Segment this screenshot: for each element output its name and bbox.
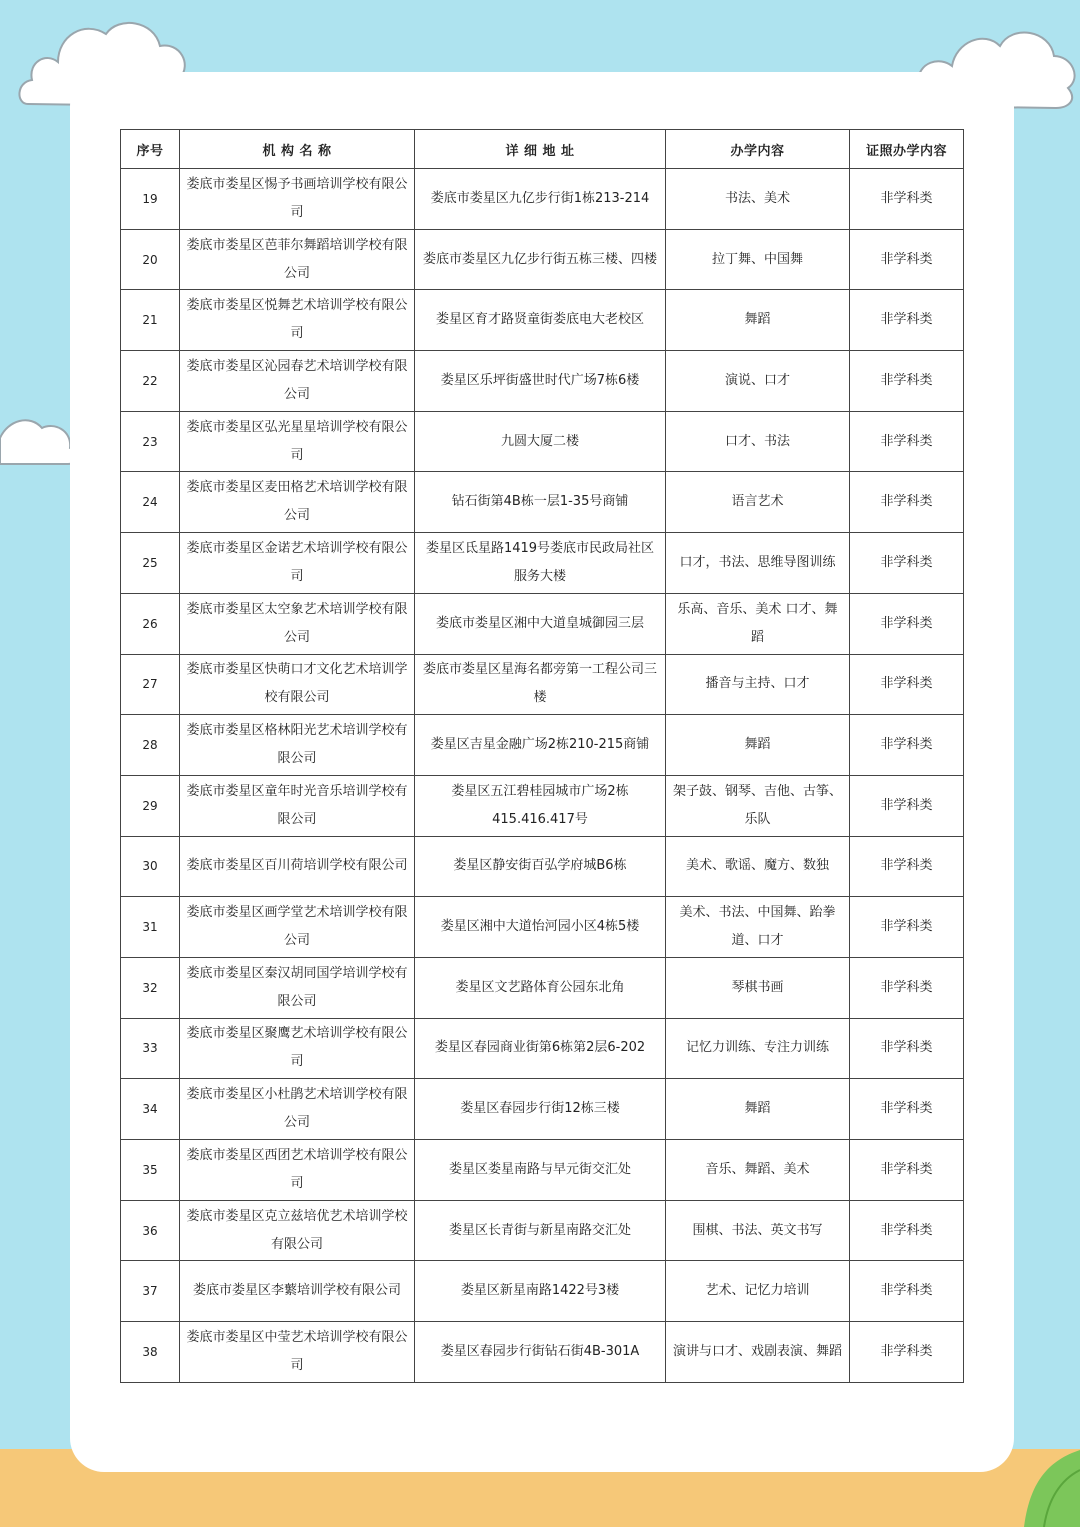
cell-content: 舞蹈 xyxy=(666,290,850,351)
cell-name: 娄底市娄星区惕予书画培训学校有限公司 xyxy=(180,169,415,230)
cell-content: 舞蹈 xyxy=(666,715,850,776)
cell-name: 娄底市娄星区聚鹰艺术培训学校有限公司 xyxy=(180,1018,415,1079)
table-row xyxy=(121,957,964,1018)
cell-index: 28 xyxy=(121,715,180,776)
cell-index: 24 xyxy=(121,472,180,533)
cell-index: 27 xyxy=(121,654,180,715)
cell-content: 书法、美术 xyxy=(666,169,850,230)
cell-index: 36 xyxy=(121,1200,180,1261)
cell-address: 娄底市娄星区星海名都旁第一工程公司三楼 xyxy=(415,654,666,715)
header-index: 序号 xyxy=(121,130,180,169)
cell-index: 25 xyxy=(121,533,180,594)
cell-license: 非学科类 xyxy=(850,957,964,1018)
cell-content: 播音与主持、口才 xyxy=(666,654,850,715)
leaf-icon xyxy=(1000,1440,1080,1527)
table-row xyxy=(121,1018,964,1079)
header-address: 详 细 地 址 xyxy=(415,130,666,169)
cell-index: 23 xyxy=(121,411,180,472)
cell-index: 34 xyxy=(121,1079,180,1140)
cell-content: 口才，书法、思维导图训练 xyxy=(666,533,850,594)
cell-name: 娄底市娄星区快萌口才文化艺术培训学校有限公司 xyxy=(180,654,415,715)
cell-address: 娄星区长青街与新星南路交汇处 xyxy=(415,1200,666,1261)
cell-name: 娄底市娄星区克立兹培优艺术培训学校有限公司 xyxy=(180,1200,415,1261)
cell-address: 娄星区娄星南路与早元街交汇处 xyxy=(415,1140,666,1201)
cell-content: 语言艺术 xyxy=(666,472,850,533)
cell-license: 非学科类 xyxy=(850,1200,964,1261)
cell-content: 琴棋书画 xyxy=(666,957,850,1018)
cell-name: 娄底市娄星区金诺艺术培训学校有限公司 xyxy=(180,533,415,594)
cell-content: 演说、口才 xyxy=(666,351,850,412)
cell-index: 26 xyxy=(121,593,180,654)
cell-license: 非学科类 xyxy=(850,472,964,533)
cell-license: 非学科类 xyxy=(850,897,964,958)
cell-license: 非学科类 xyxy=(850,593,964,654)
cell-license: 非学科类 xyxy=(850,836,964,897)
table-row xyxy=(121,715,964,776)
cell-name: 娄底市娄星区格林阳光艺术培训学校有限公司 xyxy=(180,715,415,776)
cell-address: 娄星区氐星路1419号娄底市民政局社区服务大楼 xyxy=(415,533,666,594)
header-content: 办学内容 xyxy=(666,130,850,169)
table-row xyxy=(121,1079,964,1140)
table-row xyxy=(121,351,964,412)
cell-index: 31 xyxy=(121,897,180,958)
cell-content: 口才、书法 xyxy=(666,411,850,472)
cell-name: 娄底市娄星区小杜鹃艺术培训学校有限公司 xyxy=(180,1079,415,1140)
table-row xyxy=(121,169,964,230)
cell-address: 娄星区春园步行街12栋三楼 xyxy=(415,1079,666,1140)
cell-content: 音乐、舞蹈、美术 xyxy=(666,1140,850,1201)
table-row xyxy=(121,1261,964,1322)
cell-index: 29 xyxy=(121,775,180,836)
cell-name: 娄底市娄星区秦汉胡同国学培训学校有限公司 xyxy=(180,957,415,1018)
table-row xyxy=(121,775,964,836)
table-row xyxy=(121,472,964,533)
cell-address: 娄星区乐坪街盛世时代广场7栋6楼 xyxy=(415,351,666,412)
cell-index: 37 xyxy=(121,1261,180,1322)
table-header-row xyxy=(121,130,964,169)
cell-content: 乐高、音乐、美术 口才、舞蹈 xyxy=(666,593,850,654)
cell-index: 22 xyxy=(121,351,180,412)
cell-license: 非学科类 xyxy=(850,1079,964,1140)
cell-content: 演讲与口才、戏剧表演、舞蹈 xyxy=(666,1322,850,1383)
cell-license: 非学科类 xyxy=(850,290,964,351)
cell-address: 九圆大厦二楼 xyxy=(415,411,666,472)
cell-name: 娄底市娄星区太空象艺术培训学校有限公司 xyxy=(180,593,415,654)
cell-license: 非学科类 xyxy=(850,1261,964,1322)
cell-address: 娄底市娄星区九亿步行街1栋213-214 xyxy=(415,169,666,230)
table-row xyxy=(121,593,964,654)
table-row xyxy=(121,836,964,897)
cell-index: 21 xyxy=(121,290,180,351)
cell-index: 38 xyxy=(121,1322,180,1383)
cell-license: 非学科类 xyxy=(850,654,964,715)
table-row xyxy=(121,654,964,715)
cell-name: 娄底市娄星区芭菲尔舞蹈培训学校有限公司 xyxy=(180,229,415,290)
cell-index: 35 xyxy=(121,1140,180,1201)
cell-content: 美术、歌谣、魔方、数独 xyxy=(666,836,850,897)
cell-license: 非学科类 xyxy=(850,351,964,412)
cell-content: 美术、书法、中国舞、跆拳道、口才 xyxy=(666,897,850,958)
header-name: 机 构 名 称 xyxy=(180,130,415,169)
cell-name: 娄底市娄星区李蘩培训学校有限公司 xyxy=(180,1261,415,1322)
cell-address: 娄星区育才路贤童街娄底电大老校区 xyxy=(415,290,666,351)
cell-license: 非学科类 xyxy=(850,775,964,836)
cell-content: 舞蹈 xyxy=(666,1079,850,1140)
cell-license: 非学科类 xyxy=(850,169,964,230)
cell-address: 娄星区春园步行街钻石街4B-301A xyxy=(415,1322,666,1383)
cell-content: 记忆力训练、专注力训练 xyxy=(666,1018,850,1079)
cell-content: 架子鼓、钢琴、吉他、古筝、乐队 xyxy=(666,775,850,836)
institution-table xyxy=(120,129,964,1383)
cell-license: 非学科类 xyxy=(850,715,964,776)
cell-content: 围棋、书法、英文书写 xyxy=(666,1200,850,1261)
cell-name: 娄底市娄星区弘光星星培训学校有限公司 xyxy=(180,411,415,472)
cell-address: 娄底市娄星区湘中大道皇城御园三层 xyxy=(415,593,666,654)
cell-address: 钻石街第4B栋一层1-35号商铺 xyxy=(415,472,666,533)
cell-address: 娄星区新星南路1422号3楼 xyxy=(415,1261,666,1322)
cell-content: 拉丁舞、中国舞 xyxy=(666,229,850,290)
table-row xyxy=(121,290,964,351)
cell-name: 娄底市娄星区画学堂艺术培训学校有限公司 xyxy=(180,897,415,958)
cell-index: 30 xyxy=(121,836,180,897)
cell-address: 娄底市娄星区九亿步行街五栋三楼、四楼 xyxy=(415,229,666,290)
cell-license: 非学科类 xyxy=(850,1140,964,1201)
cell-license: 非学科类 xyxy=(850,1322,964,1383)
table-row xyxy=(121,411,964,472)
cell-name: 娄底市娄星区童年时光音乐培训学校有限公司 xyxy=(180,775,415,836)
cell-name: 娄底市娄星区西团艺术培训学校有限公司 xyxy=(180,1140,415,1201)
table-row xyxy=(121,533,964,594)
cell-license: 非学科类 xyxy=(850,533,964,594)
cell-license: 非学科类 xyxy=(850,1018,964,1079)
table-row xyxy=(121,1140,964,1201)
cell-license: 非学科类 xyxy=(850,229,964,290)
cell-name: 娄底市娄星区悦舞艺术培训学校有限公司 xyxy=(180,290,415,351)
cell-name: 娄底市娄星区麦田格艺术培训学校有限公司 xyxy=(180,472,415,533)
cell-index: 33 xyxy=(121,1018,180,1079)
cell-license: 非学科类 xyxy=(850,411,964,472)
table-row xyxy=(121,229,964,290)
cell-address: 娄星区春园商业街第6栋第2层6-202 xyxy=(415,1018,666,1079)
cell-name: 娄底市娄星区沁园春艺术培训学校有限公司 xyxy=(180,351,415,412)
table-row xyxy=(121,1200,964,1261)
cell-index: 19 xyxy=(121,169,180,230)
cell-index: 32 xyxy=(121,957,180,1018)
cell-address: 娄星区五江碧桂园城市广场2栋415.416.417号 xyxy=(415,775,666,836)
cell-content: 艺术、记忆力培训 xyxy=(666,1261,850,1322)
cell-name: 娄底市娄星区中莹艺术培训学校有限公司 xyxy=(180,1322,415,1383)
cell-address: 娄星区文艺路体育公园东北角 xyxy=(415,957,666,1018)
cell-index: 20 xyxy=(121,229,180,290)
cell-name: 娄底市娄星区百川荷培训学校有限公司 xyxy=(180,836,415,897)
cloud-side-icon xyxy=(0,408,80,468)
header-license: 证照办学内容 xyxy=(850,130,964,169)
table-row xyxy=(121,897,964,958)
cell-address: 娄星区湘中大道怡河园小区4栋5楼 xyxy=(415,897,666,958)
cell-address: 娄星区吉星金融广场2栋210-215商铺 xyxy=(415,715,666,776)
table-row xyxy=(121,1322,964,1383)
cell-address: 娄星区静安街百弘学府城B6栋 xyxy=(415,836,666,897)
